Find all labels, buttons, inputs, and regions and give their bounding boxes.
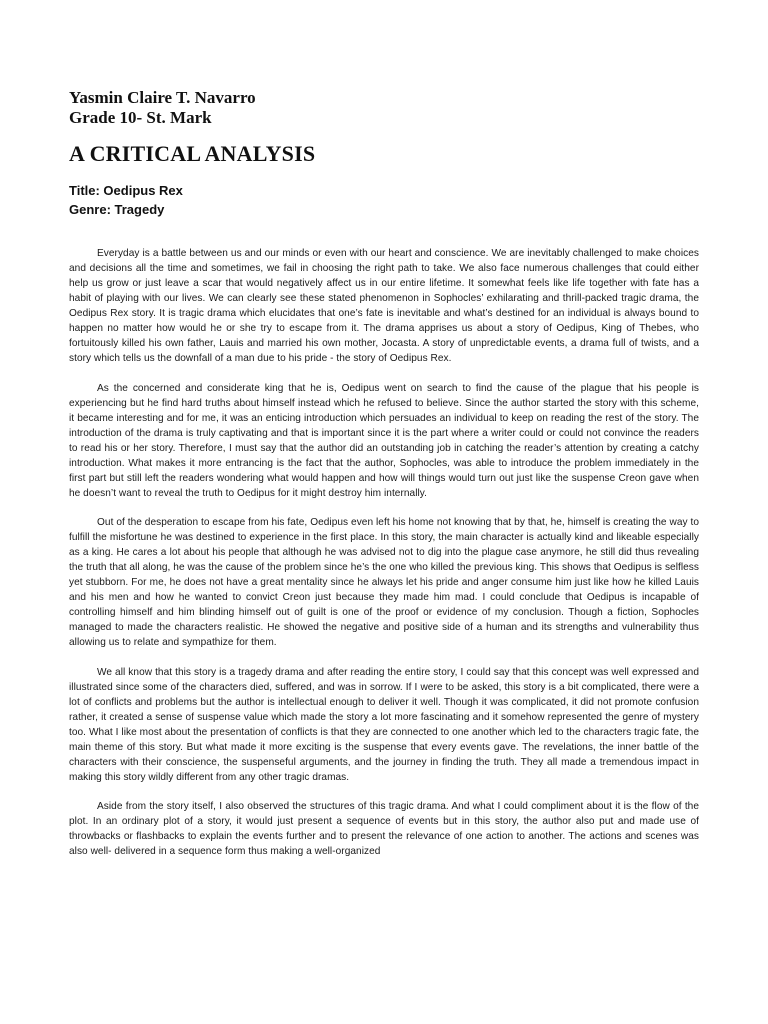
work-title: Title: Oedipus Rex — [69, 183, 183, 198]
paragraph-5: Aside from the story itself, I also observed the structures of this tragic drama. And what I could compliment about it is the flow of the plot. In an ordinary plot of a story, it would just present a sequence of events but in this story, the author also put and made use of throwbacks or flashbacks to explain the events further and to present the relevance of one action to another. The actions and scenes was also well- delivered in a sequence form thus making a well-organized — [69, 801, 699, 857]
author-name: Yasmin Claire T. Navarro — [69, 88, 256, 107]
paragraph-1: Everyday is a battle between us and our minds or even with our heart and conscience. We are inevitably challenged to make choices and decisions all the time and sometimes, we fail in choosing the right path to take. We also face numerous challenges that could either help us grow or just leave a scar that would negatively affect us in our entire lifetime. It somewhat feels like life together with fate has a habit of playing with our lives. We can clearly see these stated phenomenon in Sophocles’ exhilarating and thrill-packed tragic drama, the Oedipus Rex story. It is tragic drama which elucidates that one’s fate is inevitable and what’s destined for an individual is always bound to happen no matter how would he or she try to escape from it. The drama apprises us about a story of Oedipus, King of Thebes, who fortuitously killed his own father, Lauis and married his own mother, Jocasta. A story of unpredictable events, a drama full of twists, and a story which tells us the downfall of a man due to his pride - the story of Oedipus Rex. — [69, 248, 699, 364]
author-block — [69, 88, 256, 128]
paragraph-2: As the concerned and considerate king that he is, Oedipus went on search to find the cause of the plague that his people is experiencing but he find hard truths about himself instead which he refused to believe. Since the author started the story with this scheme, it became interesting and for me, it was an enticing introduction which persuades an individual to keep on reading the rest of the story. The introduction of the drama is truly captivating and that is important since it is the part where a writer could or could not convince the readers to read his or her story. Therefore, I must say that the author did an outstanding job in catching the reader’s attention by creating a catchy introduction. What makes it more entrancing is the fact that the author, Sophocles, was able to introduce the problem immediately in the first part but still left the readers wondering what would happen and how will things would turn out just like the suspense Creon gave when he doesn’t want to reveal the truth to Oedipus for it might destroy him internally. — [69, 382, 699, 499]
grade-section: Grade 10- St. Mark — [69, 108, 212, 127]
meta-block — [69, 181, 183, 219]
paragraph-3: Out of the desperation to escape from his fate, Oedipus even left his home not knowing that by that, he, himself is creating the way to fulfill the misfortune he was destined to experience in the first place. In this story, the main character is actually kind and likeable especially as a king. He cares a lot about his people that although he was advised not to dig into the plague case anymore, he still did thus revealing the truth that all along, he was the cause of the problem since he’s the one who killed the previous king. This shows that Oedipus is selfless yet stubborn. For me, he does not have a great mentality since he always let his pride and anger consume him just like how he killed Lauis and his men and how he wanted to convict Creon just because they made him mad. I could conclude that Oedipus is incapable of controlling himself and him blinding himself out of guilt is one of the proof or evidence of my conclusion. Though a fiction, Sophocles managed to made the characters realistic. He showed the negative and positive side of a human and its strengths and vulnerability thus allowing us to relate and sympathize for them. — [69, 517, 699, 648]
document-title: A CRITICAL ANALYSIS — [69, 141, 316, 166]
work-genre: Genre: Tragedy — [69, 202, 165, 217]
essay-body — [69, 246, 699, 874]
paragraph-4: We all know that this story is a tragedy drama and after reading the entire story, I could say that this concept was well expressed and illustrated since some of the characters died, suffered, and was in sorrow. If I were to be asked, this story is a bit complicated, there were a lot of conflicts and problems but the author is intellectual enough to deliver it well. Though it was complicated, it did not promote confusion rather, it created a sense of suspense value which made the story a lot more fascinating and it somehow represented the genre of mystery too. What I like most about the presentation of conflicts is that they are connected to one another which led to the characters tragic fate, the main theme of this story. But what made it more exciting is the suspense that every events gave. The revelations, the inner battle of the characters with their conscience, the suspenseful arguments, and the journey in finding the truth. They all made a tremendous impact in making this story wildly different from any other tragic dramas. — [69, 666, 699, 783]
